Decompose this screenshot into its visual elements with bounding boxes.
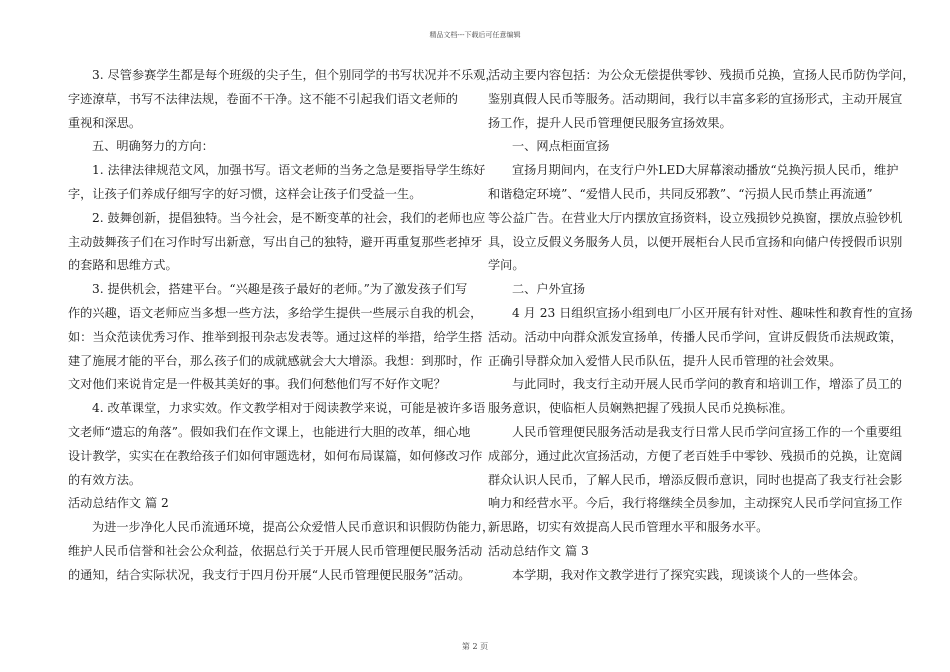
text-line: 活动总结作文 篇 3	[488, 543, 589, 558]
text-line: 正确引导群众加入爱惜人民币队伍，提升人民币管理的社会效果。	[488, 353, 842, 368]
text-line: 如：当众范读优秀习作、推举到报刊杂志发表等。通过这样的举措，给学生搭	[68, 329, 483, 344]
text-line: 鉴别真假人民币等服务。活动期间，我行以丰富多彩的宣扬形式，主动开展宣	[488, 91, 903, 106]
text-line: 五、明确努力的方向：	[92, 139, 214, 154]
text-line: 的有效方法。	[68, 472, 142, 487]
text-line: 与此同时，我支行主动开展人民币学问的教育和培训工作，增添了员工的	[512, 377, 902, 392]
page-header: 精品文档---下载后可任意编辑	[429, 31, 521, 39]
text-line: 文对他们来说肯定是一件极其美好的事。我们何愁他们写不好作文呢？	[68, 377, 446, 392]
text-line: 和谐稳定环境”、“爱惜人民币，共同反邪教”、“污损人民币禁止再流通”	[488, 186, 873, 201]
text-line: 3. 尽管参赛学生都是每个班级的尖子生，但个别同学的书写状况并不乐观，	[92, 68, 498, 82]
page-number: 第 2 页	[461, 642, 489, 651]
text-line: 设计教学，实实在在教给孩子们如何审题选材，如何布局谋篇，如何修改习作	[68, 448, 483, 463]
text-line: 重视和深思。	[68, 115, 142, 130]
text-line: 一、网点柜面宣扬	[512, 139, 610, 154]
text-line: 字迹潦草，书写不法律法规，卷面不干净。这不能不引起我们语文老师的	[68, 91, 458, 106]
text-line: 1. 法律法律规范文风，加强书写。语文老师的当务之急是要指导学生练好	[92, 163, 486, 178]
text-line: 扬工作，提升人民币管理便民服务宣扬效果。	[488, 115, 732, 130]
text-line: 学问。	[488, 258, 525, 273]
text-line: 活动主要内容包括：为公众无偿提供零钞、残损币兑换，宣扬人民币防伪学问，	[488, 68, 915, 82]
text-line: 活动总结作文 篇 2	[68, 496, 169, 511]
text-line: 3. 提供机会，搭建平台。“兴趣是孩子最好的老师。”为了激发孩子们写	[92, 282, 468, 297]
right-column	[488, 64, 915, 588]
text-line: 维护人民币信誉和社会公众利益，依据总行关于开展人民币管理便民服务活动	[68, 543, 483, 558]
text-line: 2. 鼓舞创新，提倡独特。当今社会，是不断变革的社会，我们的老师也应	[92, 210, 486, 225]
text-line: 建了施展才能的平台，那么孩子们的成就感就会大大增添。我想：到那时，作	[68, 353, 483, 368]
text-line: 新思路，切实有效提高人民币管理水平和服务水平。	[488, 520, 769, 535]
text-line: 的套路和思维方式。	[68, 258, 178, 273]
text-line: 的通知，结合实际状况，我支行于四月份开展“人民币管理便民服务”活动。	[68, 567, 471, 582]
text-line: 作的兴趣，语文老师应当多想一些方法，多给学生提供一些展示自我的机会，	[68, 305, 483, 320]
text-line: 人民币管理便民服务活动是我支行日常人民币学问宣扬工作的一个重要组	[512, 424, 902, 439]
text-line: 4 月 23 日组织宣扬小组到电厂小区开展有针对性、趣味性和教育性的宣扬	[512, 305, 913, 320]
text-line: 二、户外宣扬	[512, 282, 586, 297]
text-line: 为进一步净化人民币流通环境，提高公众爱惜人民币意识和识假防伪能力，	[92, 520, 495, 535]
text-line: 具，设立反假义务服务人员，以便开展柜台人民币宣扬和向储户传授假币识别	[488, 234, 903, 249]
text-line: 文老师“遗忘的角落”。假如我们在作文课上，也能进行大胆的改革，细心地	[68, 424, 471, 439]
text-line: 宣扬月期间内，在支行户外LED大屏幕滚动播放“兑换污损人民币，维护	[512, 163, 899, 178]
text-line: 本学期，我对作文教学进行了探究实践，现谈谈个人的一些体会。	[512, 567, 866, 582]
text-line: 字，让孩子们养成仔细写字的好习惯，这样会让孩子们受益一生。	[68, 186, 422, 201]
text-line: 4. 改革课堂，力求实效。作文教学相对于阅读教学来说，可能是被许多语	[92, 401, 486, 416]
text-line: 服务意识，使临柜人员娴熟把握了残损人民币兑换标准。	[488, 401, 793, 416]
left-column	[68, 64, 498, 588]
text-line: 主动鼓舞孩子们在习作时写出新意，写出自己的独特，避开再重复那些老掉牙	[68, 234, 483, 249]
text-line: 活动。活动中向群众派发宣扬单，传播人民币学问，宣讲反假货币法规政策，	[488, 329, 903, 344]
text-line: 响力和经营水平。今后，我行将继续全员参加，主动探究人民币学问宣扬工作	[488, 496, 903, 511]
text-line: 等公益广告。在营业大厅内摆放宣扬资料，设立残损钞兑换窗，摆放点验钞机	[488, 210, 903, 225]
text-line: 群众认识人民币，了解人民币，增添反假币意识，同时也提高了我支行社会影	[488, 472, 903, 487]
text-line: 成部分，通过此次宣扬活动，方便了老百姓手中零钞、残损币的兑换，让宽阔	[488, 448, 903, 463]
